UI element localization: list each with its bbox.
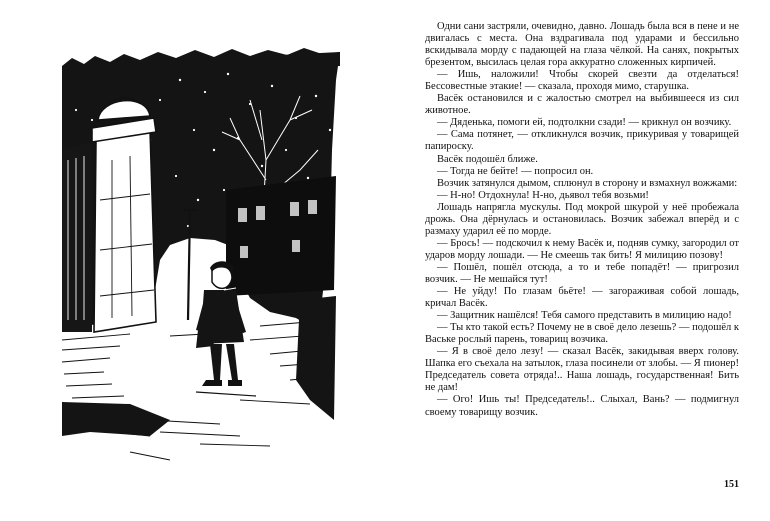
paragraph: — Не уйду! По глазам бьёте! — загораживая собой лошадь, кричал Васёк. — [425, 286, 739, 310]
page-number: 151 — [724, 479, 739, 490]
page-text — [425, 21, 739, 419]
paragraph: — Пошёл, пошёл отсюда, а то и тебе попадёт! — пригрозил возчик. — Не мешайся тут! — [425, 261, 739, 285]
paragraph: — Тогда не бейте! — попросил он. — [437, 165, 594, 177]
paragraph: — Дяденька, помоги ей, подтолкни сзади! — крикнул он возчику. — [437, 117, 732, 129]
paragraph: Васёк остановился и с жалостью смотрел на выбившееся из сил животное. — [425, 93, 739, 117]
paragraph: — Ты кто такой есть? Почему не в своё дело лезешь? — подошёл к Ваське рослый парень, товарищ возчика. — [425, 322, 739, 346]
paragraph: Лошадь напрягла мускулы. Под мокрой шкурой у неё пробежала дрожь. Она дёрнулась и остановилась. Возчик забежал вперёд и с размаху ударил её по морде. — [425, 201, 739, 237]
paragraph: Одни сани застряли, очевидно, давно. Лошадь была вся в пене и не двигалась с места. Она вздрагивала под ударами и бессильно вскидывала морду с падающей на глаза чёлкой. На санях, покрытых брезентом, высилась целая гора аккуратно сложенных кирпичей. — [425, 21, 739, 69]
paragraph: Васёк подошёл ближе. — [437, 153, 538, 165]
paragraph: — Я в своё дело лезу! — сказал Васёк, закидывая вверх голову. Шапка его съехала на затылок, глаза посинели от злобы. — Я пионер! Председатель совета отряда!.. Наша лошадь, государственная! Бить не дам! — [425, 346, 739, 394]
paragraph: — Сама потянет, — откликнулся возчик, прикуривая у товарищей папироску. — [425, 129, 739, 153]
paragraph: — Ишь, наложили! Чтобы скорей свезти да отделаться! Бессовестные этакие! — сказала, проходя мимо, старушка. — [425, 69, 739, 93]
paragraph: — Ого! Ишь ты! Председатель!.. Слыхал, Вань? — подмигнул своему товарищу возчик. — [425, 394, 739, 418]
paragraph: — Защитник нашёлся! Тебя самого представить в милицию надо! — [437, 310, 732, 322]
right-page — [385, 0, 770, 521]
paragraph: — Брось! — подскочил к нему Васёк и, подняв сумку, загородил от ударов морду лошади. — Не смеешь так бить! Я милицию позову! — [425, 237, 739, 261]
paragraph: Возчик затянулся дымом, сплюнул в сторону и взмахнул вожжами: — [437, 177, 738, 189]
paragraph: — Н-но! Отдохнула! Н-но, дьявол тебя возьми! — [437, 189, 649, 201]
